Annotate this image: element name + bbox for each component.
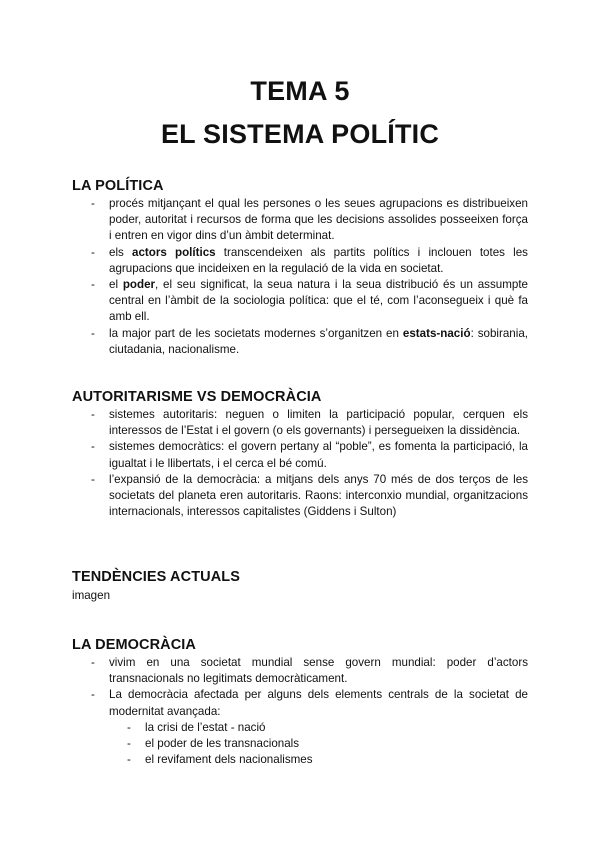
list-item: [72, 245, 528, 277]
item-text-pre: el: [109, 278, 123, 292]
sub-list-item: [72, 752, 528, 768]
item-text-post: transcendeixen als partits polítics i inclouen totes les agrupacions que incideixen en la regulació de la vida en societat.: [109, 245, 528, 275]
item-text-pre: la major part de les societats modernes s’organitzen en: [109, 326, 403, 340]
item-text: La democràcia afectada per alguns dels elements centrals de la societat de modernitat avançada:: [109, 688, 528, 718]
list-item: [72, 277, 528, 326]
item-text: sistemes autoritaris: neguen o limiten la participació popular, cerquen els interessos de l’Estat i el govern (o els governants) i persegueixen la dissidència.: [109, 408, 528, 438]
item-text-bold: poder: [122, 278, 156, 292]
item-text: la crisi de l’estat - nació: [145, 720, 266, 734]
section-heading-politica: LA POLÍTICA: [72, 178, 164, 194]
item-text: procés mitjançant el qual les persones o les seues agrupacions es distribueixen poder, autoritat i recursos de forma que les decisions assolides posseeixen força i entren en vigor dins d’un àmbit determinat.: [109, 197, 528, 243]
placeholder-text: imagen: [72, 589, 111, 602]
sub-list-item: [72, 736, 528, 752]
list-item: [72, 655, 528, 687]
title-line-1: TEMA 5: [250, 76, 350, 106]
section-heading-tendencies: TENDÈNCIES ACTUALS: [72, 569, 241, 585]
sub-list-item: [72, 720, 528, 736]
section-heading-democracia: LA DEMOCRÀCIA: [72, 637, 197, 653]
list-item: [72, 326, 528, 358]
list-democracia: [72, 655, 528, 768]
list-item: [72, 407, 528, 439]
item-text: l’expansió de la democràcia: a mitjans dels anys 70 més de dos terços de les societats del planeta eren autoritaris. Raons: interconxio mundial, organitzacions internacionals, interessos capitalistes (Giddens i Sulton): [109, 472, 528, 519]
item-text: vivim en una societat mundial sense govern mundial: poder d’actors transnacionals no legitimats democràticament.: [109, 656, 528, 686]
item-text: el poder de les transnacionals: [145, 737, 300, 751]
item-text-bold: actors polítics: [132, 245, 216, 259]
list-autoritarisme: [72, 407, 528, 520]
item-text: el revifament dels nacionalismes: [145, 753, 313, 767]
item-text-pre: els: [109, 245, 133, 259]
item-text: sistemes democràtics: el govern pertany al “poble”, es fomenta la participació, la igualtat i le llibertats, i el cerca el bé comú.: [109, 440, 528, 470]
list-item: [72, 439, 528, 471]
list-item: [72, 687, 528, 719]
list-politica: [72, 196, 528, 358]
section-heading-autoritarisme: AUTORITARISME VS DEMOCRÀCIA: [72, 389, 322, 405]
list-item: [72, 196, 528, 245]
title-line-2: EL SISTEMA POLÍTIC: [160, 119, 440, 149]
item-text-post: , el seu significat, la seua natura i la seua distribució és un assumpte central en l’àmbit de la sociologia política: que el té, com l’aconsegueix i què fa amb ell.: [109, 278, 528, 324]
list-item: [72, 472, 528, 521]
item-text-bold: estats-nació: [402, 326, 471, 340]
item-text-post: : sobirania, ciutadania, nacionalisme.: [109, 326, 528, 356]
